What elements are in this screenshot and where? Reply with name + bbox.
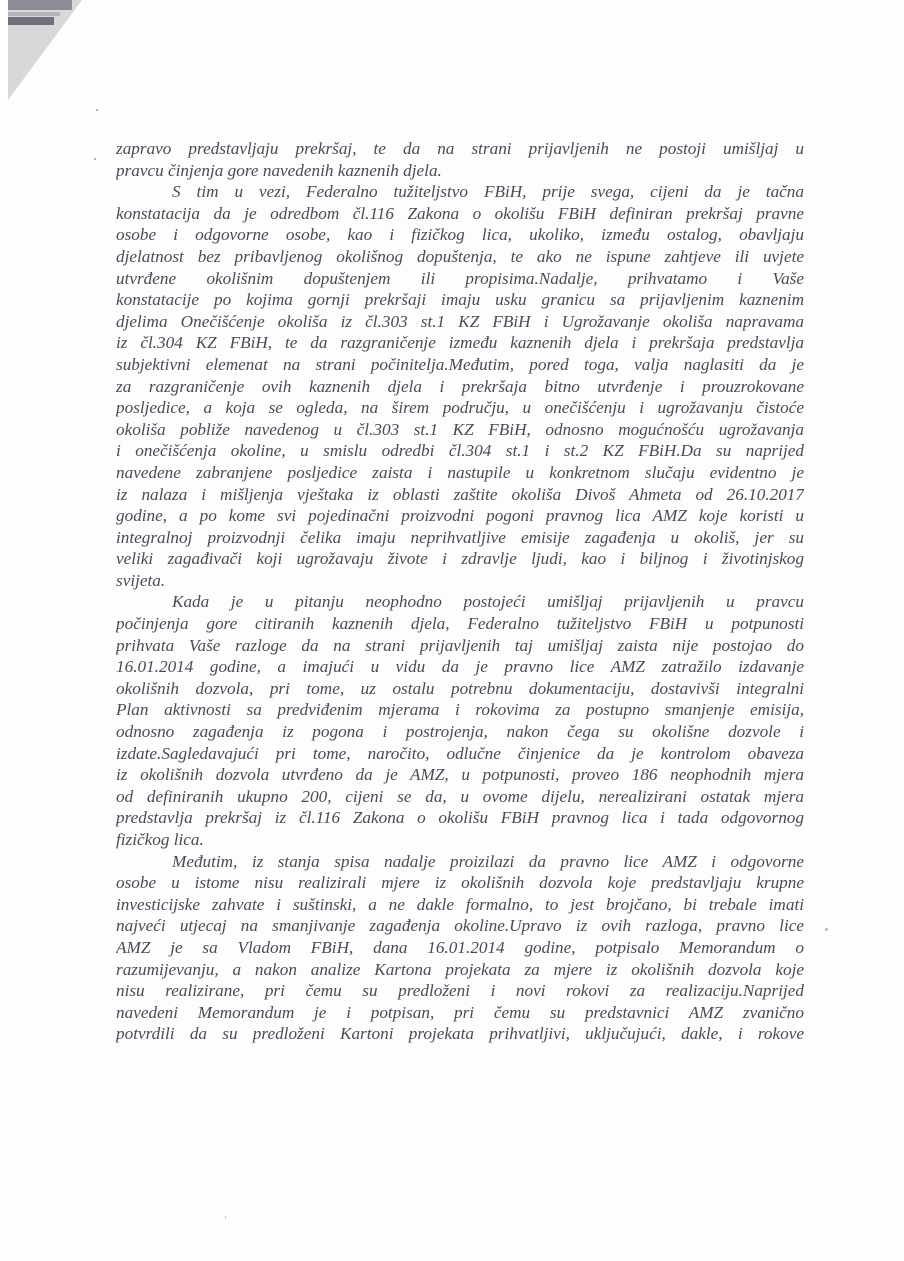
text-line: odnosno zagađenja iz pogona i postrojenja, nakon čega su okolišne dozvole i (116, 722, 804, 742)
text-line: iz okolišnih dozvola utvrđeno da je AMZ, u potpunosti, proveo 186 neophodnih mjera (116, 765, 804, 785)
scan-corner-band (8, 0, 72, 10)
paragraph (116, 138, 804, 181)
text-line: AMZ je sa Vladom FBiH, dana 16.01.2014 godine, potpisalo Memorandum o (116, 937, 804, 957)
text-line: osobe i odgovorne osobe, kao i fizičkog lica, ukoliko, između ostalog, obavljaju (116, 225, 804, 245)
paragraph (116, 591, 804, 850)
text-line: posljedice, a koja se ogleda, na širem području, u onečišćenju i ugrožavanju čistoće (116, 398, 804, 418)
text-line: Međutim, iz stanja spisa nadalje proizilazi da pravno lice AMZ i odgovorne (172, 851, 804, 871)
text-line: okolišnih dozvola, pri tome, uz ostalu potrebnu dokumentaciju, dostavivši integralni (116, 678, 804, 698)
text-line: 16.01.2014 godine, a imajući u vidu da je pravno lice AMZ zatražilo izdavanje (116, 657, 804, 677)
text-line: godine, a po kome svi pojedinačni proizvodni pogoni pravnog lica AMZ koje koristi u (116, 506, 804, 526)
text-line: investicijske zahvate i suštinski, a ne dakle formalno, to jest brojčano, bi trebale imati (116, 894, 804, 914)
text-line: za razgraničenje ovih kaznenih djela i prekršaja bitno utvrđenje i prouzrokovane (116, 376, 804, 396)
text-line: S tim u vezi, Federalno tužiteljstvo FBiH, prije svega, cijeni da je tačna (172, 182, 804, 202)
scan-speck (96, 109, 98, 111)
text-line: osobe u istome nisu realizirali mjere iz okolišnih dozvola koje predstavljaju krupne (116, 873, 804, 893)
paragraph (116, 851, 804, 1045)
scan-speck (225, 1216, 226, 1219)
document-body (116, 138, 804, 1045)
text-line: izdate.Sagledavajući pri tome, naročito, odlučne činjenice da je kontrolom obaveza (116, 743, 804, 763)
text-line: počinjenja gore citiranih kaznenih djela, Federalno tužiteljstvo FBiH u potpunosti (116, 614, 804, 634)
scan-speck (94, 158, 96, 160)
text-line: zapravo predstavljaju prekršaj, te da na strani prijavljenih ne postoji umišljaj u (116, 139, 804, 158)
text-line: okoliša pobliže navedenog u čl.303 st.1 KZ FBiH, odnosno mogućnošću ugrožavanja (116, 419, 804, 439)
text-line: iz čl.304 KZ FBiH, te da razgraničenje između kaznenih djela i prekršaja predstavlja (116, 333, 804, 353)
text-line: navedeni Memorandum je i potpisan, pri čemu su predstavnici AMZ zvanično (116, 1002, 804, 1022)
text-line: fizičkog lica. (116, 830, 204, 849)
text-line: najveći utjecaj na smanjivanje zagađenja okoline.Upravo iz ovih razloga, pravno lice (116, 916, 804, 936)
text-line: utvrđene okolišnim dopuštenjem ili propisima.Nadalje, prihvatamo i Vaše (116, 268, 804, 288)
text-line: od definiranih ukupno 200, cijeni se da, u ovome dijelu, nerealizirani ostatak mjera (116, 786, 804, 806)
text-line: predstavlja prekršaj iz čl.116 Zakona o okolišu FBiH pravnog lica i tada odgovornog (116, 808, 804, 828)
text-line: Plan aktivnosti sa predviđenim mjerama i rokovima za postupno smanjenje emisija, (116, 700, 804, 720)
text-line: djelatnost bez pribavljenog okolišnog dopuštenja, te ako ne ispune zahtjeve ili uvjete (116, 246, 804, 266)
text-line: nisu realizirane, pri čemu su predloženi i novi rokovi za realizaciju.Naprijed (116, 981, 804, 1001)
text-line: integralnoj proizvodnji čelika imaju neprihvatljive emisije zagađenja u okoliš, jer su (116, 527, 804, 547)
text-line: razumijevanju, a nakon analize Kartona projekata za mjere iz okolišnih dozvola koje (116, 959, 804, 979)
text-line: konstatacije po kojima gornji prekršaji imaju usku granicu sa prijavljenim kaznenim (116, 290, 804, 310)
text-line: potvrdili da su predloženi Kartoni projekata prihvatljivi, uključujući, dakle, i rokove (116, 1024, 804, 1044)
text-line: navedene zabranjene posljedice zaista i nastupile u konkretnom slučaju evidentno je (116, 462, 804, 482)
text-line: pravcu činjenja gore navedenih kaznenih djela. (116, 160, 442, 180)
text-line: prihvata Vaše razloge da na strani prijavljenih taj umišljaj zaista nije postojao do (116, 635, 804, 655)
text-line: svijeta. (116, 570, 166, 590)
text-line: subjektivni elemenat na strani počinitelja.Međutim, pored toga, valja naglasiti da je (116, 354, 804, 374)
text-line: djelima Onečišćenje okoliša iz čl.303 st.1 KZ FBiH i Ugrožavanje okoliša napravama (116, 311, 804, 331)
text-line: veliki zagađivači koji ugrožavaju živote i zdravlje ljudi, kao i biljnog i životinjskog (116, 549, 804, 569)
text-line: iz nalaza i mišljenja vještaka iz oblasti zaštite okoliša Divoš Ahmeta od 26.10.2017 (116, 484, 804, 504)
text-line: Kada je u pitanju neophodno postojeći umišljaj prijavljenih u pravcu (172, 592, 804, 612)
paragraph (116, 181, 804, 591)
text-line: i onečišćenja okoline, u smislu odredbi čl.304 st.1 i st.2 KZ FBiH.Da su naprijed (116, 441, 804, 461)
text-line: konstatacija da je odredbom čl.116 Zakona o okolišu FBiH definiran prekršaj pravne (116, 203, 804, 223)
scan-edge-shadow (0, 0, 84, 104)
scan-speck (825, 928, 828, 931)
